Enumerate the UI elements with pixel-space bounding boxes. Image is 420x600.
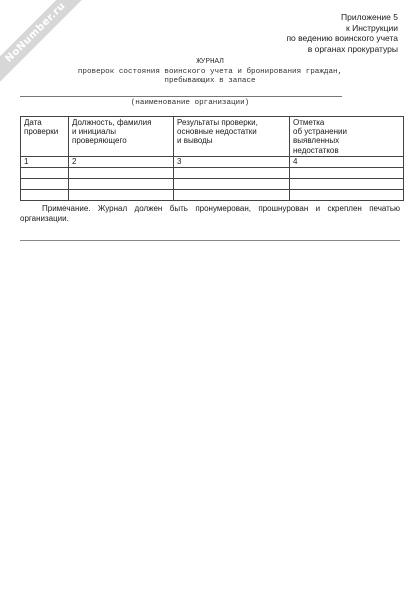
journal-heading <box>0 58 420 87</box>
table-cell <box>290 190 404 201</box>
organization-name-line <box>20 96 342 97</box>
table-cell <box>290 179 404 190</box>
header-remediation: Отметка об устранении выявленных недостатков <box>293 118 347 155</box>
appendix-line: в органах прокуратуры <box>307 43 398 54</box>
appendix-header <box>286 12 398 54</box>
table-header-cell <box>290 117 404 157</box>
table-cell <box>174 168 290 179</box>
footnote: Примечание. Журнал должен быть пронумерован, прошнурован и скреплен печатью организации. <box>20 204 400 224</box>
table-header-cell <box>69 117 174 157</box>
column-number: 4 <box>290 157 404 168</box>
appendix-line: Приложение 5 <box>341 12 398 22</box>
journal-subtitle-line: пребывающих в запасе <box>164 77 256 86</box>
table-cell <box>69 168 174 179</box>
table-cell <box>21 168 69 179</box>
header-date: Дата проверки <box>24 118 59 137</box>
table-cell <box>21 190 69 201</box>
table-row <box>21 168 404 179</box>
watermark: NoNumber.ru <box>0 0 92 89</box>
journal-table <box>20 116 404 201</box>
table-header-row <box>21 117 404 157</box>
appendix-line: к Инструкции <box>346 22 398 33</box>
journal-title: ЖУРНАЛ <box>196 58 224 66</box>
column-number: 3 <box>174 157 290 168</box>
header-results: Результаты проверки, основные недостатки и выводы <box>177 118 258 146</box>
table-cell <box>290 168 404 179</box>
table-cell <box>69 179 174 190</box>
appendix-line: по ведению воинского учета <box>286 33 398 44</box>
organization-caption: (наименование организации) <box>130 99 250 107</box>
header-inspector: Должность, фамилия и инициалы проверяющего <box>72 118 152 146</box>
table-header-cell <box>174 117 290 157</box>
table-number-row <box>21 157 404 168</box>
table-cell <box>69 190 174 201</box>
table-cell <box>174 179 290 190</box>
column-number: 1 <box>21 157 69 168</box>
table-cell <box>174 190 290 201</box>
journal-subtitle-line: проверок состояния воинского учета и бронирования граждан, <box>77 67 343 76</box>
column-number: 2 <box>69 157 174 168</box>
table-row <box>21 190 404 201</box>
table-header-cell <box>21 117 69 157</box>
table-row <box>21 179 404 190</box>
table-cell <box>21 179 69 190</box>
bottom-divider <box>20 240 400 241</box>
